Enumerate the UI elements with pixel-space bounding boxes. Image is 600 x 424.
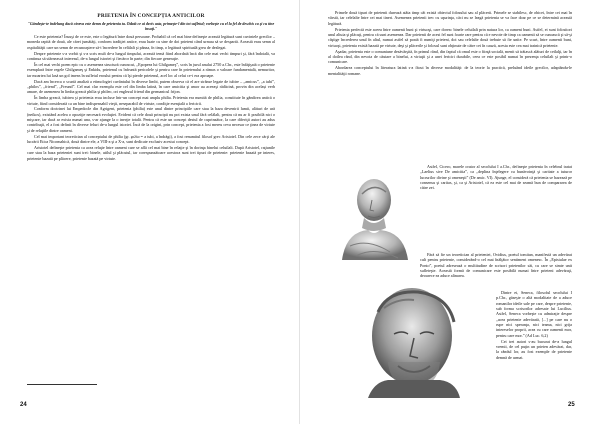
page-number: 24 bbox=[20, 402, 27, 408]
paragraph: Astfel, Cicero, marele orator al secolului I a.Chr., defineşte prietenia în celebrul tratat „Laelius sive De amicitia”, ca „deplina înţelegere cu bunăvoinţă şi caritate a tuturor lucrurilor divine şi omeneşti” (De amic. VI). Ajunge, el consideră că prietenia se bazează pe consensu şi caritas, şi, ca şi Aristotel, că ea este cel mai de seamă bun de compararea de către zei. bbox=[420, 164, 572, 191]
right-text-column bbox=[328, 10, 572, 164]
paragraph: Fără să fie un teoretician al prieteniei, Ovidius, poetul tomitan, manifestă un adevărat cult pentru prietenie, considerând-o cel mai înălţător sentiment omenesc. În „Epistulae ex Ponto”, poetul adresează o multitudine de scrisori prietenilor săi, cu care se simte unit sufleteşte. Această formă de comunicare este posibilă numai între prieteni adevăraţi, deoarece ea aduce alinarea. bbox=[420, 252, 572, 279]
right-page bbox=[300, 0, 600, 424]
paragraph: În limba greacă, iubirea şi prietenia erau incluse într-un concept mai amplu philia. Prietenia era numită de philia, constituie în gândirea antică o virtute, fiind considerată ca un bine indispensabil vieţii, neseparabil de virtute, condiţie esenţială a fericirii. bbox=[27, 95, 275, 106]
paragraph: Primele două tipuri de prietenii durează atâta timp cât există obiectul folosului sau al plăcerii. Primele se stabilesc, de obicei, între cei mai în vârstă, iar celelalte între cei mai tineri. Asemenea prietenii trec cu uşurinţa, căci nu se leagă prietenia se va face doar pe ce se determină această legătură. bbox=[328, 10, 572, 26]
paragraph: Cel mai important teoretician al conceptului de philia (gr. φιλία = a iubi, a îndrăgi), a fost renumitul filosof grec Aristotel. Din cele zece cărţi ale lucrării Etica Nicomahică, două dintre ele, a VIII-a şi a X-a, sunt dedicate exclusiv acestui concept. bbox=[27, 133, 275, 145]
seneca-text bbox=[496, 290, 572, 386]
ovidius-text bbox=[420, 252, 572, 288]
footnote-rule bbox=[27, 384, 97, 385]
paragraph: Dintre ei, Seneca, filosoful secolului I p.Chr., găseşte o altă modalitate de a aduce romanilor ideile sale pe care, despre prietenie, sub forma scrisorilor adresate lui Lucilius. Astfel, Seneca vorbeşte cu admiraţie despre „acea prietenie adevărată, [...] pe care nu o rupe nici speranţa, nici teama, nici grija intereselor proprii, acea cu care oamenii mor, pentru care mor.” (Ad Luc. 6,2) bbox=[496, 290, 572, 338]
paragraph: În cel mai vechi poem epic cu o asemenea structură cunoscut, „Epopeea lui Ghilgameş”, scris în jurul anului 2750 a.Chr., este înfăţişată o prietenie exemplară între regele Ghilgameş şi Enkidu, prietenul cu înfruntă pericolele şi pentru care în prietenului a rămas o valoare fundamentală, nemuritor, iar moartea lui lasă un gol imens în sufletul eroului pentru că îşi pierde prietenul, acel loc al celui ce-i era aproape. bbox=[27, 61, 275, 78]
motto: "Gândeşte-te îndelung dacă cineva este demn de prietenia ta. Odată ce ai decis asta, primeşte-l din tot sufletul; vorbeşte cu el la fel de deschis ca şi cu tine însuţi." bbox=[27, 22, 275, 31]
paragraph: Aristotel defineşte prietenia ca acea relaţie între oameni care se află cel mai bine în relaţie şi în dorinţa binelui celuilalt. După Aristotel, raţiunile care stau la baza prieteniei sunt trei: binele, utilul şi plăcutul, iar corespunzătoare acestora sunt trei tipuri de prietenie: prietenie bazată pe interes, prietenie bazată pe plăcere, prietenie bazată pe virtute. bbox=[27, 145, 275, 161]
seneca-bust-image bbox=[328, 286, 488, 398]
paragraph: Despre prietenie s-a vorbit şi s-a scris mult de-a lungul timpului, această temă fiind abordată încă din cele mai vechi timpuri şi, fără îndoială, va continua să stârnească interesul, de-a lungul istoriei şi fiecăror în parte; din fiecare generaţie. bbox=[27, 50, 275, 61]
paragraph: Abordarea conceptului în literatura latină s-a făcut în diverse modalităţi: de la teorie la practică, preluând ideile grecilor, adaptându-le mentalităţii romane. bbox=[328, 65, 572, 76]
paragraph: Prietenia perfectă este aceea între oamenii buni şi virtuoşi, care doresc binele celuilalt prin natura lor, ca oameni buni. Astfel, ei sunt folositori unul altuia şi plăcuţi, pentru că sunt asemenea. Dar prietenii de acest fel sunt foarte rare pentru că e nevoie de timp ca oamenii să se cunoască şi să-şi câştige încrederea unul în altul, numai astfel să poată fi numiţi prieteni, doi sau celelalte două trebuie să fie unite. Pe scurt, între oamenii buni, virtuoşi, prietenia există bazată pe virtute, deşi şi plăcerile şi folosul sunt obţinute de către cei în cauză, acesta este cea mai trainică prietenie. bbox=[328, 26, 572, 48]
chapter-title: PRIETENIA ÎN CONCEPȚIA ANTICILOR bbox=[97, 13, 205, 19]
page-number: 25 bbox=[568, 402, 575, 408]
left-text-column bbox=[27, 34, 275, 384]
cicero-text bbox=[420, 164, 572, 250]
paragraph: Dacă am încerca o scurtă analiză a etimologiei cuvântului în diverse limbi, putem observa că el are strânse legate de iubire – „amicus”, „a iubi”, „philos”, „friend”, „Freund”. Cel mai clar exemplu este cel din limba latină, în care amicitia şi amor au aceeaşi rădăcină, provin din același verb amare, de asemenea în limba greacă philia şi phileo, ori englezul friend din germanicul frijon. bbox=[27, 78, 275, 95]
paragraph: Conform doctrinei lui Empedocle din Agrigent, prietenia (philia) este unul dintre principiile care stau la baza devenirii lumii, alături de ură (neikos), existând acelea o opoziţie necesară evoluţiei. Evident că cele două principii nu pot exista unul fără celălalt, pentru că nu ar fi posibilă nici o mişcare, iar dacă ar exista numai una, s-ar ajunge la o inerţie totală. Pentru că este un concept destul de cuprinzător, la care diferiţii autori au adus contribuţii, el a fost definit în diverse feluri de-a lungul istoriei. Încă de la origini, prin concept, prietenia a fost mereu ceva necesar ce ţinea de virtute şi de relaţiile dintre oameni. bbox=[27, 106, 275, 133]
paragraph: Cei trei autori s-au bucurat de-a lungul vremii, de cel puţin un prieten adevărat, dar, la rândul lor, au fost exemple de prietenie demnă de urmat. bbox=[496, 338, 572, 360]
cicero-bust-image bbox=[328, 172, 416, 260]
paragraph: Aşadar, prietenia este o comuniune desăvârşită, în primul rând, din faptul că omul este o fiinţă socială, menit să trăiască alături de ceilalţi, iar în al doilea rând, din nevoia de căutare a binelui, a virtuţii şi a unei fericiri durabile, ceea ce este posibil numai în prezenţa celuilalt şi printr-o comunicare. bbox=[328, 48, 572, 65]
paragraph: Ce este prietenia? Însuşi de ce este, este o legătură între două persoane. Probabil că cel mai bine defineşte această legătură sunt cuvintele grecilor – moneda rapită de două, ale cărei jumătăţi, conform tradiţiei antice, erau luate cu sine de doi prieteni când urmau să se despartă. Această erau semn al ospitalităţii care un semn de recunoaştere să-i încredere în celălalt şi pânza, în timp, o legătură spirituală greu de dezlegat. bbox=[27, 34, 275, 50]
